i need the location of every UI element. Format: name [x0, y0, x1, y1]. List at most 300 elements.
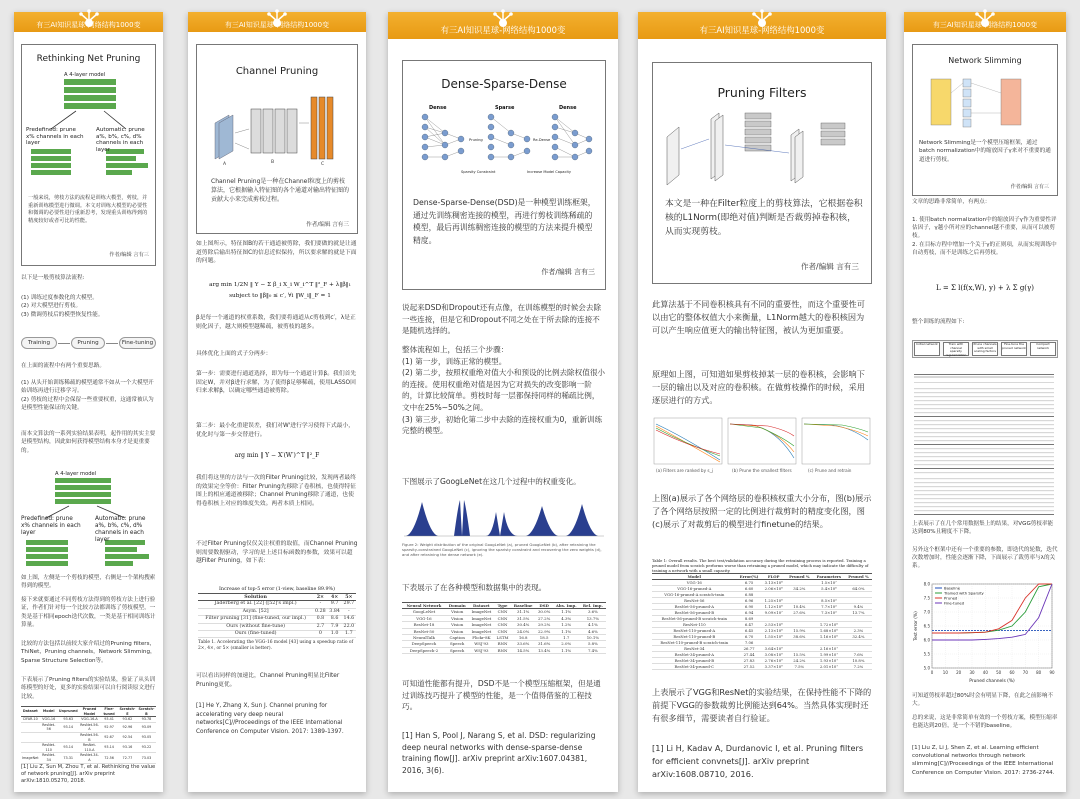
- table-cell: ImageNet: [21, 753, 40, 763]
- table-cell: [21, 732, 40, 742]
- reference: [1] Liu Z, Li J, Shen Z, et al. Learning efficient convolutional networks through network slimming[C]//Proceedings of the IEEE International Conference on Computer Vision. 2017: 2736-2744.: [912, 745, 1055, 776]
- paragraph: (1) 训练过度参数化的大模型。 (2) 对大模型进行剪枝。 (3) 微调剪枝后的模型恢复性能。: [21, 295, 104, 318]
- paragraph: 可以看出同样的加速比，Channel Pruning明显比Filter Pruning更优。: [196, 673, 340, 688]
- author-attribution: 作者/编辑 言有三: [306, 222, 349, 228]
- card-banner: [638, 12, 886, 39]
- card-title: Channel Pruning: [235, 66, 319, 77]
- x-tick-label: 60: [1009, 670, 1015, 675]
- table-cell: 6.47: [737, 622, 762, 628]
- sensitivity-figure: [652, 416, 872, 480]
- stage-label-sparsity: Sparsity Constraint: [461, 170, 496, 174]
- table-cell: 93.14: [58, 722, 79, 732]
- table-cell: [58, 732, 79, 742]
- intro-text: Channel Pruning是一种在Channel粒度上的剪枝算法，它根据输入特征图的各个通道对输出特征图的贡献大小来完成剪枝过程。: [211, 178, 350, 203]
- paragraph: 可知道剪枝率超过80%时会有明显下降，在此之前影响不大。: [912, 693, 1054, 708]
- paragraph: 如上图所示，特征图B的若干通道被剪除，我们要做的就是让通道剪除后输出特征图C的信息近似保持，所以要求解的就是下面的问题。: [196, 241, 357, 264]
- y-tick-label: 5.5: [923, 651, 930, 657]
- table-cell: 3.37×10⁹: [762, 664, 786, 670]
- table-header-cell: Scratch-B: [138, 707, 155, 716]
- table-row: [652, 664, 872, 670]
- table-cell: 93.62: [118, 717, 137, 723]
- error-vs-pruned-chart: [912, 578, 1058, 686]
- flow-step: Compact network: [1030, 342, 1056, 356]
- flow-step: Initial network: [914, 342, 940, 356]
- intro-text: Dense-Sparse-Dense(DSD)是一种模型训练框架，通过先训练稠密连接的模型，再进行剪枝训练稀疏的模型，最后再训练稠密连接的模型的方法来提升模型精度。: [413, 198, 596, 245]
- formula-line: arg min 1/2N ‖ Y − Σ β_i X_i W_i^T ‖²_F + λ‖β‖₁: [209, 282, 351, 288]
- figure-label-b: (b) Prune the smallest filters: [732, 468, 792, 473]
- table-row: [198, 601, 356, 608]
- table-cell: ResNet-18: [402, 622, 446, 628]
- intro-text: Network Slimming是一个模型压缩框架，通过batch normalization中的缩放因子γ来对不重要的通道进行剪枝。: [919, 140, 1051, 163]
- table-cell: ResNet-34-pruned-A: [652, 652, 737, 658]
- reference: [1] Han S, Pool J, Narang S, et al. DSD: regularizing deep neural networks with dense-sparse-dense training flow[J]. arXiv preprint arXiv:1607.04381, 2016, 3(6).: [402, 731, 596, 775]
- table-header-cell: Pruned %: [786, 574, 813, 580]
- table-cell: CNN: [494, 628, 511, 634]
- table-header-cell: Scratch-E: [119, 707, 136, 716]
- table-cell: 6.75: [737, 580, 762, 586]
- x-tick-label: 30: [969, 670, 975, 675]
- svg-text:A: A: [223, 162, 227, 167]
- card-banner: [904, 12, 1066, 32]
- table-cell: Speech: [446, 647, 469, 653]
- y-tick-label: 8.0: [923, 581, 930, 587]
- table-cell: 31.1%: [511, 609, 536, 615]
- title-box: [912, 44, 1058, 196]
- table-cell: ResNet-56-A: [80, 722, 99, 732]
- table-cell: 0.28: [315, 608, 326, 614]
- table-cell: 2.01×10⁷: [813, 664, 845, 670]
- table-cell: 22.9%: [536, 628, 553, 634]
- x-tick-label: 50: [996, 670, 1002, 675]
- table-cell: 16.8: [511, 635, 536, 641]
- paragraph: 不过Filter Pruning仅仅关注权重的取值，而Channel Pruning则需要数据驱动，学习的是上述目标函数的参数，效果可以超越Filter Pruning，如下表：: [196, 541, 358, 564]
- channel-scaling-diagram-icon: [927, 73, 1045, 133]
- formula-lasso: [202, 280, 358, 302]
- table-header-cell: Solution: [198, 594, 313, 601]
- stage-label-pruning: Pruning: [469, 138, 483, 142]
- table-cell: 7.7×10⁵: [813, 604, 845, 610]
- card-banner: [188, 12, 366, 32]
- card-banner: [388, 12, 618, 39]
- banner-text: 有三AI知识星球-网络结构1000变: [440, 25, 566, 35]
- table-row: [21, 732, 156, 742]
- x-tick-label: 10: [942, 670, 948, 675]
- table-cell: Flickr-8K: [469, 635, 495, 641]
- table-cell: 93.41: [100, 717, 118, 723]
- paragraph: 可知道性能都有提升，DSD不是一个模型压缩框架，但是通过训练技巧提升了模型的性能，是一个值得借鉴的工程技巧。: [402, 679, 601, 712]
- x-tick-label: 20: [956, 670, 962, 675]
- table-cell: 1.1%: [553, 647, 580, 653]
- table-cell: 92.67: [100, 732, 118, 742]
- slimming-flow: [912, 338, 1058, 360]
- table-cell: 7.3×10⁵: [813, 610, 845, 616]
- architecture-diagram: [26, 71, 152, 189]
- predefined-label: Predefined: prune x% channels in each layer: [21, 516, 81, 536]
- banner-text: 有三AI知识星球-网络结构1000变: [224, 21, 330, 29]
- table-cell: Caption: [446, 635, 469, 641]
- table-cell: ResNet-34: [652, 646, 737, 652]
- paragraph: 1. 使用batch normalization中的缩放因子γ作为重要性评估因子，γ越小所对应的channel越不重要，从而可以被剪枝。 2. 在目标方程中增加一个关于γ的正则项，从而实现训练中自动剪枝，而不是训练之后再剪枝。: [912, 217, 1057, 256]
- table-cell: 1.12×10⁸: [762, 604, 786, 610]
- table-cell: ResNet-110-pruned-B scratch-train: [652, 640, 737, 646]
- table-cell: 93.09: [137, 722, 156, 732]
- table-cell: WSJ'93: [469, 647, 495, 653]
- table-cell: 5.4×10⁶: [813, 586, 845, 592]
- weight-distribution-figure: [402, 496, 606, 570]
- x-axis-label: Pruned channels (%): [969, 679, 1015, 684]
- table-header-cell: 2×: [313, 594, 327, 601]
- table-row: [21, 743, 156, 753]
- model-label: A 4-layer model: [55, 471, 97, 477]
- table-cell: ImageNet: [469, 622, 495, 628]
- banner-text: 有三AI知识星球-网络结构1000变: [36, 21, 141, 29]
- table-cell: -: [342, 608, 356, 615]
- table-cell: Vision: [446, 622, 469, 628]
- intro-text: 本文是一种在Filter粒度上的剪枝算法，它根据卷积核的L1Norm(即绝对值)判断是否裁剪掉卷积核，从而实现剪枝。: [665, 199, 863, 237]
- table-cell: ResNet-56-B: [80, 732, 99, 742]
- y-tick-label: 6.0: [923, 637, 930, 643]
- table-cell: 5.8%: [580, 641, 606, 647]
- table-cell: 1.93×10⁷: [813, 658, 845, 664]
- paragraph: 此算法基于不同卷积核具有不同的重要性，而这个重要性可以由它的整体权值大小来衡量，L1Norm越大的卷积核因为可以产生响应值更大的输出特征图，被认为更加重要。: [652, 299, 865, 335]
- table-cell: 29.2%: [536, 622, 553, 628]
- table-cell: NeuralTalk: [402, 635, 446, 641]
- table-cell: 10.4%: [786, 604, 813, 610]
- paragraph: 下表展示了Pruning filters的实验结果，验证了从头训练模型的好处，更多的实验结果可以自行阅读原文进行比较。: [21, 677, 156, 700]
- table-cell: 27.2%: [536, 615, 553, 621]
- table-cell: VGG-16: [40, 717, 58, 723]
- x-tick-label: 90: [1049, 670, 1055, 675]
- title-box: [402, 60, 606, 290]
- reference: [1] He Y, Zhang X, Sun J. Channel pruning for accelerating very deep neural networks[C]//Proceedings of the IEEE International Conference on Computer Vision. 2017: 1389-1397.: [196, 703, 344, 735]
- table-cell: 73.31: [58, 753, 79, 763]
- table-cell: 2.7: [313, 623, 327, 630]
- table-cell: 27.44: [737, 652, 762, 658]
- formula-line: subject to ‖β‖₀ ≤ c′, ∀i ‖W_i‖_F = 1: [229, 293, 331, 299]
- table-cell: 2.3%: [845, 628, 872, 634]
- table-cell: [40, 732, 58, 742]
- overall-results-table: [652, 558, 872, 670]
- reference: [1] Li H, Kadav A, Durdanovic I, et al. Pruning filters for efficient convnets[J]. arXiv preprint arXiv:1608.08710, 2016.: [652, 743, 864, 779]
- table-cell: 0.8: [313, 616, 327, 623]
- legend-label: Fine-tuned: [944, 600, 965, 606]
- flow-step: Train with channel sparsity regularization: [943, 342, 969, 356]
- table-cell: 3.84: [329, 608, 340, 614]
- paragraph: 总的来说，这是非常简单有效的一个剪枝方案，模型压缩率也能达到20倍，是一个不错的baseline。: [912, 715, 1058, 730]
- table-cell: 27.52: [737, 664, 762, 670]
- table-cell: LSTM: [494, 635, 511, 641]
- table-cell: 3.64×10⁹: [762, 646, 786, 652]
- paragraph: 而本文算法的一系列实验结果表明，起作用的其实主要是模型结构，因此如何获得模型结构本身才是更重要的。: [21, 431, 156, 454]
- banner-text: 有三AI知识星球-网络结构1000变: [932, 21, 1038, 29]
- predefined-label: Predefined: prune x% channels in each layer: [26, 127, 84, 147]
- table-cell: 22.0: [343, 623, 355, 629]
- table-cell: 93.14: [100, 743, 118, 753]
- table-header-cell: Fine-tuned: [100, 707, 118, 717]
- table-cell: CIFAR-10: [22, 717, 38, 722]
- table-cell: 6.90: [737, 604, 762, 610]
- card-dsd: [388, 12, 618, 792]
- dsd-results-table: [402, 602, 606, 654]
- card-banner: [14, 12, 163, 32]
- table-cell: 8.6: [328, 616, 342, 623]
- table-header-cell: Error(%): [737, 574, 762, 580]
- paragraph: 接下来就要通过不同剪枝方法得到的剪枝方法上进行验证，作者们针对每一个比较方法都训练了剪枝模型，一类是基于相同epoch迭代次数，一类是基于相同训练计算量。: [21, 597, 156, 628]
- table-cell: 13.7%: [580, 615, 606, 621]
- table-cell: 2.0%: [553, 641, 580, 647]
- table-cell: 1.7: [342, 631, 356, 638]
- paragraph: 在上面的流程中有两个重要思路。: [21, 363, 105, 369]
- table-cell: 1.16×10⁶: [813, 634, 845, 640]
- table-cell: 3.08×10⁹: [762, 652, 786, 658]
- table-cell: 72.56: [100, 753, 118, 763]
- table-cell: DeepSpeech-2: [402, 647, 446, 653]
- table-cell: 93.78: [137, 717, 156, 723]
- table-cell: 72.77: [118, 753, 137, 763]
- table-cell: 3.13×10⁸: [762, 580, 786, 586]
- paragraph: 具体优化上面的式子分两步：: [196, 351, 272, 357]
- figure-label-a: (a) Filters are ranked by s_j: [656, 468, 713, 473]
- table-cell: Vision: [446, 628, 469, 634]
- table-cell: ResNet-110-pruned-B: [652, 634, 737, 640]
- table-cell: Speech: [446, 641, 469, 647]
- architecture-diagram-2: [21, 470, 156, 570]
- paragraph: 文章的思路非常简单，有两点：: [912, 199, 991, 205]
- table-cell: 7.06: [737, 640, 762, 646]
- author-attribution: 作者/编辑 言有三: [800, 262, 859, 271]
- table-row: [21, 753, 156, 763]
- card-rethinking: [14, 12, 163, 792]
- paragraph: 比较的方法包括以前较大家介绍过的Pruning filters，ThiNet，Pruning channels，Network Slimming，Sparse Structure Selection等。: [21, 641, 156, 664]
- table-cell: 92.96: [118, 722, 137, 732]
- results-table-icon: [912, 372, 1058, 522]
- model-label: A 4-layer model: [64, 72, 106, 78]
- card-title: Dense-Sparse-Dense: [441, 77, 567, 91]
- line-chart: [912, 578, 1058, 686]
- table-cell: ResNet-56: [40, 722, 58, 732]
- y-tick-label: 5.0: [923, 665, 930, 671]
- stage-label-sparse: Sparse: [495, 105, 515, 111]
- table-cell: 7.6%: [845, 652, 872, 658]
- paragraph: (1) 从头开始训练稀疏的模型通常不如从一个大模型开始训练再进行迁移学习。 (2) 剪枝的过程中会保留一些重要权重，这通常被认为是模型性能保证的关键。: [21, 380, 154, 411]
- table-cell: 2.06×10⁸: [762, 586, 786, 592]
- table-cell: 92.97: [100, 722, 118, 732]
- table-cell: 15.5%: [786, 652, 813, 658]
- x-tick-label: 80: [1036, 670, 1042, 675]
- table-cell: Asym. [52]: [198, 608, 313, 615]
- table-cell: 0: [313, 631, 327, 638]
- table-cell: GoogLeNet: [402, 609, 446, 615]
- table-cell: 30.4%: [511, 622, 536, 628]
- automatic-label: Automatic: prune a%, b%, c%, d% channels in each layer: [96, 127, 145, 153]
- table-cell: CNN: [494, 622, 511, 628]
- author-attribution: 作者/编辑 言有三: [541, 268, 595, 276]
- sensitivity-plots-icon: [652, 416, 872, 470]
- card-title: Pruning Filters: [717, 85, 807, 100]
- table-header-cell: 4×: [328, 594, 342, 601]
- table-cell: 1.1%: [553, 628, 580, 634]
- flow-step-finetuning: Fine-tuning: [119, 337, 156, 349]
- table-cell: Jaderberg et al. [22] ([52]'s impl.): [198, 601, 313, 608]
- table-cell: ResNet-50: [402, 628, 446, 634]
- table-cell: 1.1%: [553, 609, 580, 615]
- table-cell: 7.9: [328, 623, 342, 630]
- table-cell: 10.8%: [845, 658, 872, 664]
- table-cell: RNN: [494, 647, 511, 653]
- table-cell: 18.5: [536, 635, 553, 641]
- table-cell: RNN: [494, 641, 511, 647]
- table-cell: Vision: [446, 615, 469, 621]
- results-table: [21, 706, 156, 764]
- paragraph: 以下是一般剪枝算法流程:: [21, 275, 85, 281]
- table-cell: 24.2%: [786, 658, 813, 664]
- table-cell: 93.14: [58, 743, 79, 753]
- x-tick-label: 70: [1022, 670, 1028, 675]
- table-cell: 1.99×10⁷: [813, 652, 845, 658]
- table-cell: 38.6%: [786, 634, 813, 640]
- automatic-label: Automatic: prune a%, b%, c%, d% channels in each layer: [95, 516, 146, 543]
- table-cell: 73.03: [137, 753, 156, 763]
- slimming-results-table: [912, 372, 1058, 525]
- table-cell: ResNet-110-pruned-A: [652, 628, 737, 634]
- table-cell: [21, 743, 40, 753]
- table-header-cell: Parameters: [813, 574, 845, 580]
- table-header-cell: FLOP: [762, 574, 786, 580]
- table-cell: ResNet-110: [652, 622, 737, 628]
- table-cell: 1.25×10⁸: [762, 598, 786, 604]
- table-cell: VGG-16: [652, 580, 737, 586]
- table-header-cell: Baseline: [511, 603, 536, 609]
- table-cell: 2.76×10⁹: [762, 658, 786, 664]
- stage-label-capacity: Increase Model Capacity: [527, 170, 571, 174]
- table-cell: -: [313, 601, 327, 608]
- card-channel-pruning: [188, 12, 366, 792]
- table-cell: ImageNet: [469, 628, 495, 634]
- table-cell: 31.5%: [511, 615, 536, 621]
- table-cell: 32.4%: [845, 634, 872, 640]
- paragraph: 另外这个框架中还有一个重要的参数，即迭代的轮数，迭代次数增加时，性能会逐渐下降，下面展示了裁剪率与λ的关系。: [912, 547, 1058, 570]
- svg-text:B: B: [271, 160, 275, 165]
- table-cell: 8.69: [737, 616, 762, 622]
- table-cell: 2.53×10⁸: [762, 622, 786, 628]
- table-cell: 13.4%: [536, 647, 553, 653]
- paragraph: 整个训练的流程如下:: [912, 319, 965, 325]
- table-cell: 14.5%: [511, 647, 536, 653]
- table-cell: 27.6%: [786, 610, 813, 616]
- table-header-cell: Neural Network: [402, 603, 446, 609]
- table-header-cell: Model: [40, 707, 58, 717]
- objective-formula: L = Σ l(f(x,W), y) + λ Σ g(γ): [936, 284, 1034, 292]
- paragraph: 下图展示了GoogLeNet在这几个过程中的权重变化。: [402, 477, 581, 486]
- table-cell: 1.72×10⁶: [813, 622, 845, 628]
- y-axis-label: Test error (%): [914, 611, 919, 641]
- table-cell: 31.6%: [536, 641, 553, 647]
- flow-step-training: Training: [21, 337, 57, 349]
- table-cell: VGG-16-pruned-A: [652, 586, 737, 592]
- legend-label: Pruned: [944, 595, 958, 601]
- table-cell: 1.55×10⁸: [762, 634, 786, 640]
- table-cell: 2.16×10⁷: [813, 646, 845, 652]
- paragraph: 上表展示了VGG和ResNet的实验结果，在保持性能不下降的前提下VGG的参数裁剪比例能达到64%。当然具体实现时还有很多细节，需要读者自行验证。: [652, 687, 872, 723]
- table-header-cell: Domain: [446, 603, 469, 609]
- table-cell: Vision: [446, 609, 469, 615]
- paragraph: 说起来DSD和Dropout还有点像，在训练模型的时候会去除一些连接，但是它和Dropout不同之处在于所去除的连接不是随机选择的。: [402, 303, 602, 336]
- table-cell: 1.0: [328, 631, 342, 638]
- figure-caption: Figure 2: Weight distribution of the original GoogLeNet (a), pruned GoogLeNet (b), after retraining the sparsity-constrained GoogLeNet (c), ignoring the sparisty constraint and recovering the zero weights (d), and after retraining the dense network (e).: [402, 542, 602, 557]
- figure-label-c: (c) Prune and retrain: [808, 468, 852, 473]
- table-cell: 93.16: [118, 743, 137, 753]
- paragraph: 我们将这里的方法与一次的Filter Pruning比较，发现两者最终的效果完全等价：Filter Pruning先移除了卷积核，也使得特征图上的相应通道被移除；Channel Pruning移除了通道，也使得卷积核上对应的维度失效。两者本质上相同。: [196, 475, 357, 507]
- table-row: [402, 647, 606, 653]
- table-cell: 1.68×10⁶: [813, 628, 845, 634]
- table-cell: 92.54: [118, 732, 137, 742]
- svg-text:C: C: [321, 162, 325, 167]
- paragraph: 第二步：最小化重建误差，我们对W'进行学习使得下式最小，优化时与第一步交替进行。: [196, 423, 355, 438]
- table-header-cell: 5×: [342, 594, 356, 601]
- table-cell: VGG-16-pruned-A scratch-train: [652, 592, 737, 598]
- table-cell: 10.1%: [580, 635, 606, 641]
- table-header-cell: Type: [494, 603, 511, 609]
- table-cell: 1.5×10⁷: [813, 580, 845, 586]
- table-cell: ResNet-56-pruned-B: [652, 610, 737, 616]
- table-cell: 1.7: [553, 635, 580, 641]
- histogram-icon: [402, 496, 606, 542]
- table-cell: CNN: [494, 609, 511, 615]
- table-cell: 27.83: [737, 658, 762, 664]
- table-cell: 6.60: [737, 586, 762, 592]
- table-header-cell: DSD: [536, 603, 553, 609]
- author-attribution: 作者/编辑 言有三: [1010, 184, 1049, 190]
- table-cell: 29.7: [343, 601, 355, 607]
- table-title: Increase of top-5 error (1-view, baseline 89.9%): [219, 587, 335, 592]
- table-cell: 13.7%: [845, 610, 872, 616]
- stage-label-redense: Re-Dense: [533, 138, 551, 142]
- table-cell: 93.63: [58, 717, 79, 723]
- y-tick-label: 7.5: [923, 595, 930, 601]
- table-cell: ImageNet: [469, 609, 495, 615]
- paragraph: 上表展示了在几个常用数据集上的结果，对VGG剪枝率能达到80%且精度不下降。: [912, 521, 1054, 536]
- table-cell: 9.7: [328, 601, 342, 608]
- table-row: [198, 623, 356, 630]
- table-cell: 33.6%: [511, 641, 536, 647]
- table-cell: 4.1%: [580, 622, 606, 628]
- reference: [1] Liu Z, Sun M, Zhou T, et al. Rethinking the value of network pruning[J]. arXiv preprint arXiv:1810.05270, 2018.: [21, 764, 156, 784]
- formula-reconstruction: arg min ‖ Y − X′(W′)^T ‖²_F: [234, 452, 320, 459]
- author-attribution: 作者/编辑 言有三: [109, 252, 149, 258]
- table-header-cell: Abs. Imp.: [553, 603, 580, 609]
- table-cell: Ours (without fine-tune): [198, 623, 313, 630]
- card-pruning-filters: [638, 12, 886, 792]
- channel-diagram-icon: [211, 93, 345, 167]
- legend-label: Baseline: [944, 585, 961, 591]
- table-cell: 24.0%: [511, 628, 536, 634]
- flow-step-pruning: Pruning: [71, 337, 105, 349]
- table-cell: 6.45: [737, 628, 762, 634]
- table-cell: WSJ'93: [469, 641, 495, 647]
- table-cell: 2.13×10⁸: [762, 628, 786, 634]
- table-caption: Table 1. Accelerating the VGG-16 model [43] using a speedup ratio of 2×, 4×, or 5× (smaller is better).: [198, 640, 354, 652]
- paragraph: 第一步：需要进行通道选择，即为每一个通道计算β。我们首先固定W，并对β进行求解，为了使得β足够稀疏，使用LASSO回归来求解β，以确定哪些通道被剪除。: [196, 371, 357, 394]
- y-tick-label: 7.0: [923, 609, 930, 615]
- table-row: [198, 631, 356, 638]
- title-box: [21, 44, 156, 266]
- table-header-cell: Unpruned: [58, 707, 79, 717]
- title-box: [196, 44, 358, 234]
- table-cell: 6.88: [737, 592, 762, 598]
- table-cell: VGG-16: [402, 615, 446, 621]
- table-row: [198, 616, 356, 623]
- paragraph: 如上图，左侧是一个剪枝的模型，右侧是一个架构搜索得到的模型。: [21, 575, 156, 590]
